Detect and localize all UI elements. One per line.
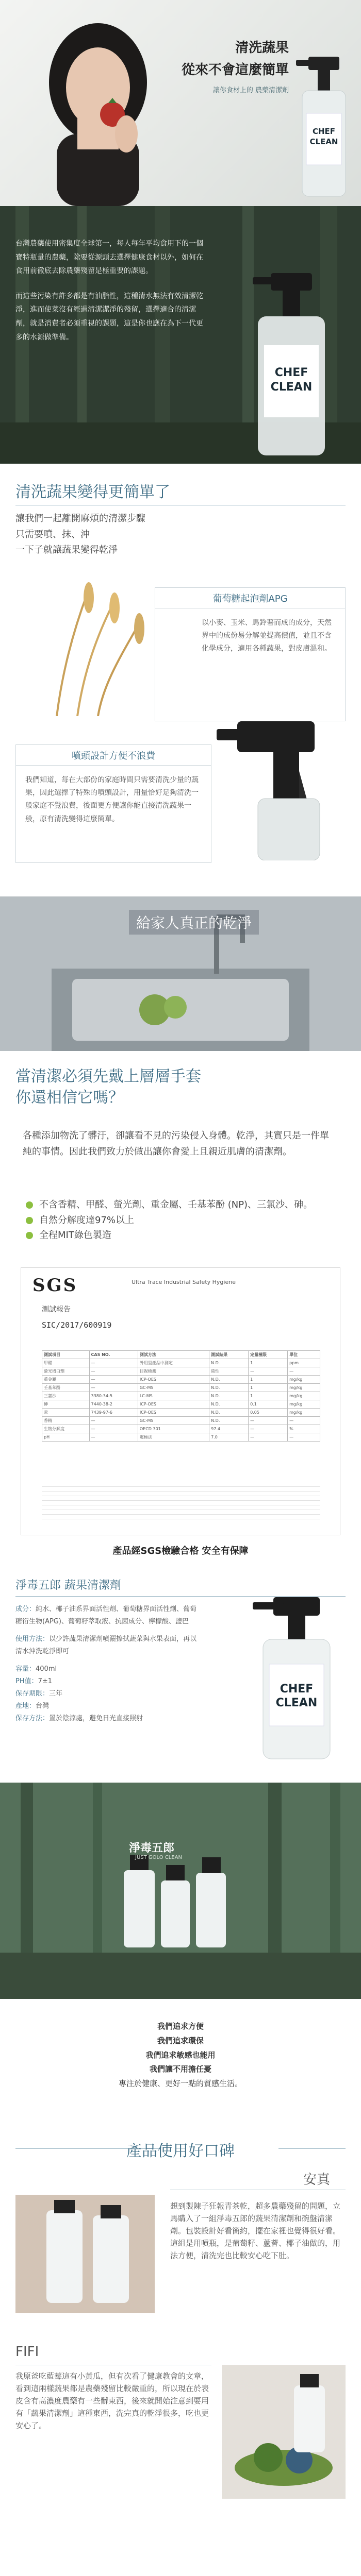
report-table-body — [42, 1359, 320, 1442]
svg-text:CLEAN: CLEAN — [275, 1697, 318, 1709]
column-header: 測試項目 — [42, 1351, 90, 1359]
table-cell: 螢光增白劑 — [42, 1367, 90, 1376]
pledge-line: 我們追求環保 — [157, 2036, 204, 2045]
table-cell: 外用型產品中測定 — [138, 1359, 209, 1367]
table-cell: — — [288, 1367, 320, 1376]
table-cell: ppm — [288, 1359, 320, 1367]
table-cell: 香精 — [42, 1417, 90, 1425]
table-cell: mg/kg — [288, 1392, 320, 1400]
svg-text:CHEF: CHEF — [274, 366, 308, 379]
table-cell: 7439-97-6 — [89, 1409, 138, 1417]
table-cell: N.D. — [209, 1376, 249, 1384]
spec-capacity: 容量：400ml — [15, 1665, 57, 1673]
column-header: 測試方法 — [138, 1351, 209, 1359]
table-cell: N.D. — [209, 1392, 249, 1400]
table-cell: mg/kg — [288, 1400, 320, 1409]
table-cell: 7440-38-2 — [89, 1400, 138, 1409]
brand-pledge-section — [0, 1999, 361, 2138]
list-item — [26, 1197, 313, 1213]
product-title: 淨毒五郎 蔬果清潔劑 — [15, 1579, 121, 1592]
table-cell: 陰性 — [209, 1367, 249, 1376]
reviewer-name: FIFI — [15, 2344, 39, 2360]
brand-logo-subtitle: JUST GOLO CLEAN — [135, 1855, 182, 1860]
table-cell: 1 — [249, 1376, 288, 1384]
spec-usage: 使用方法：以少許蔬果清潔劑噴灑擦拭蔬菜與水果表面，再以清水沖洗乾淨即可 — [15, 1635, 197, 1656]
table-cell: ICP-OES — [138, 1400, 209, 1409]
table-row — [42, 1400, 320, 1409]
table-cell: — — [89, 1359, 138, 1367]
hero-title-line2: 從來不會這麼簡單 — [181, 62, 289, 78]
table-row — [42, 1425, 320, 1433]
divider — [15, 1596, 346, 1597]
reviewer-photo — [15, 2195, 155, 2313]
table-cell: mg/kg — [288, 1376, 320, 1384]
table-cell: — — [249, 1433, 288, 1442]
table-row — [42, 1392, 320, 1400]
table-cell: OECD 301 — [138, 1425, 209, 1433]
intro-line-2: 只需要噴、抹、沖 — [15, 529, 90, 540]
column-header: 單位 — [288, 1351, 320, 1359]
report-number: SIC/2017/600919 — [42, 1320, 112, 1330]
reviewer-name: 安真 — [303, 2172, 330, 2188]
svg-text:CHEF: CHEF — [312, 127, 336, 136]
svg-text:CHEF: CHEF — [280, 1683, 314, 1696]
review-text: 我原爸吃藍莓這有小黃瓜，但有次看了健康教會的文章，看到這兩樣蔬果都是農藥殘留比較嚴重的，所以現在於表皮含有高濃度農藥有一些髒東西，後來就開始注意到要用有「蔬果清潔劑」這種東西，洗完真的乾淨很多，吃也更安心了。 — [15, 2371, 209, 2430]
table-cell: 0.05 — [249, 1409, 288, 1417]
spray-bottle-image — [293, 52, 355, 201]
svg-text:CLEAN: CLEAN — [270, 381, 313, 394]
bullet-dot-icon — [26, 1232, 33, 1239]
apg-card-title: 葡萄糖起泡劑APG — [155, 588, 345, 608]
table-header-row — [42, 1351, 320, 1359]
table-cell: 砷 — [42, 1400, 90, 1409]
table-cell: — — [89, 1384, 138, 1392]
review-text: 想到製陳子狂報青茶乾，超多農藥殘留的問題，立馬購入了一組淨毒五郎的蔬果清潔劑和碗盤清潔劑。包裝設計好看簡約，擺在家裡也覺得很好看。這組是用噴瓶，是葡萄籽、蘆薈、椰子油做的，用法方便，清洗完也比較安心吃下肚。 — [170, 2201, 341, 2260]
list-item — [26, 1228, 313, 1243]
spec-origin: 產地：台灣 — [15, 1702, 50, 1710]
table-cell: GC-MS — [138, 1384, 209, 1392]
easy-intro — [15, 511, 145, 558]
table-cell: N.D. — [209, 1409, 249, 1417]
table-cell: 1 — [249, 1384, 288, 1392]
column-header: CAS NO. — [89, 1351, 138, 1359]
gloves-heading-line1: 當清潔必須先戴上層層手套 — [15, 1067, 201, 1086]
column-header: 測試結果 — [209, 1351, 249, 1359]
table-cell: 電極法 — [138, 1433, 209, 1442]
table-cell: 0.1 — [249, 1400, 288, 1409]
hero-banner — [0, 0, 361, 206]
reviews-heading: 產品使用好口碑 — [126, 2142, 235, 2160]
report-footnotes — [42, 1484, 320, 1521]
gloves-description: 各種添加物洗了髒汙，卻讓看不見的污染侵入身體。乾淨，其實只是一件單純的事情。因此我們致力於做出讓你會愛上且親近肌膚的清潔劑。 — [23, 1130, 329, 1157]
table-cell: 1 — [249, 1392, 288, 1400]
family-photo-section — [0, 1783, 361, 1999]
hero-subtitle: 讓你食材上的 農藥清潔劑 — [212, 87, 289, 94]
report-meta — [42, 1319, 320, 1331]
bullet-dot-icon — [26, 1201, 33, 1209]
table-cell: mg/kg — [288, 1384, 320, 1392]
pledge-lines — [0, 2020, 361, 2091]
sgs-report-section — [0, 1257, 361, 1566]
reviews-section — [0, 2138, 361, 2576]
report-table — [42, 1350, 320, 1442]
column-header: 定量極限 — [249, 1351, 288, 1359]
product-spec-section — [0, 1566, 361, 1783]
reviewer-photo — [222, 2365, 346, 2499]
lab-name: Ultra Trace Industrial Safety Hygiene — [132, 1279, 236, 1285]
table-row — [42, 1433, 320, 1442]
kitchen-caption: 給家人真正的乾淨 — [129, 910, 259, 935]
table-row — [42, 1367, 320, 1376]
table-cell: ICP-OES — [138, 1409, 209, 1417]
spec-ph: PH值：7±1 — [15, 1677, 53, 1686]
brand-logo: 淨毒五郎 — [129, 1842, 175, 1855]
svg-text:CLEAN: CLEAN — [309, 137, 338, 146]
feature-bullet-list — [26, 1197, 313, 1243]
table-cell: — — [89, 1417, 138, 1425]
table-cell: 7.0 — [209, 1433, 249, 1442]
table-cell: N.D. — [209, 1400, 249, 1409]
hero-title-line1: 清洗蔬果 — [235, 40, 289, 56]
list-item — [26, 1213, 313, 1228]
forest-paragraph-1: 台灣農藥使用密集度全球第一，每人每年平均食用下的一個寶特瓶量的農藥，除要從源頭去選擇健康食材以外，如何在食用前徹底去除農藥殘留是極重要的課題。 — [15, 240, 203, 276]
spray-card-title: 噴頭設計方便不浪費 — [16, 745, 211, 766]
table-cell: 97.4 — [209, 1425, 249, 1433]
table-row — [42, 1409, 320, 1417]
woman-eating-tomato-photo — [21, 5, 175, 206]
table-cell: 壬基苯酚 — [42, 1384, 90, 1392]
sgs-pass-banner: 產品經SGS檢驗合格 安全有保障 — [112, 1546, 249, 1556]
divider — [278, 2148, 346, 2149]
spray-feature-card — [15, 744, 211, 863]
table-cell: — — [249, 1425, 288, 1433]
table-cell: — — [249, 1417, 288, 1425]
spec-storage: 保存方法：置於陰涼處，避免日光直接照射 — [15, 1715, 143, 1723]
table-cell: LC-MS — [138, 1392, 209, 1400]
table-cell: N.D. — [209, 1417, 249, 1425]
table-cell: N.D. — [209, 1384, 249, 1392]
table-cell: — — [89, 1433, 138, 1442]
intro-line-3: 一下子就讓蔬果變得乾淨 — [15, 545, 118, 556]
table-cell: — — [288, 1433, 320, 1442]
table-cell: 3380-34-5 — [89, 1392, 138, 1400]
table-cell: % — [288, 1425, 320, 1433]
table-cell: 生物分解度 — [42, 1425, 90, 1433]
table-row — [42, 1417, 320, 1425]
forest-spray-bottle-image — [242, 273, 340, 459]
spec-list — [15, 1603, 201, 1725]
bullet-text: 不含香精、甲醛、螢光劑、重金屬、壬基苯酚 (NP)、三氯沙、砷。 — [39, 1199, 313, 1210]
bullet-text: 全程MIT綠色製造 — [39, 1230, 111, 1241]
forest-story-section — [0, 206, 361, 464]
forest-paragraph-2: 而這些污染有許多都是有油脂性，這種清水無法有效清潔乾淨，進而使菜沒有經過清潔潔淨的殘留，選擇適合的清潔劑，就是消費者必須重視的課題，這是你也應在為下一代更多的水源做準備。 — [15, 292, 203, 342]
kitchen-photo — [0, 896, 361, 1051]
sgs-logo: SGS — [32, 1275, 78, 1296]
table-cell: — — [249, 1367, 288, 1376]
table-cell: ICP-OES — [138, 1376, 209, 1384]
apg-card-body: 以小麥、玉米、馬鈴薯而成的成分，天然界中的成份易分解並提高價值，並且不含化學成分，適用各種蔬果，對皮膚溫和。 — [202, 619, 332, 653]
spray-card-body: 我們知道，每在大部份的家庭時間只需要清洗少量的蔬果，因此選擇了特殊的噴頭設計，用量恰好足夠清洗一般家庭不覺浪費，後面更方便讓你能直接清洗蔬果一般，原有清洗變得這麼簡單。 — [25, 776, 199, 823]
easy-cleaning-section — [0, 464, 361, 1051]
hero-title — [182, 37, 289, 94]
spec-shelf-life: 保存期限：三年 — [15, 1690, 63, 1698]
table-cell: mg/kg — [288, 1409, 320, 1417]
table-cell: — — [89, 1425, 138, 1433]
pledge-line: 我們追求方便 — [157, 2022, 204, 2031]
table-cell: 三氯沙 — [42, 1392, 90, 1400]
table-cell: pH — [42, 1433, 90, 1442]
wheat-image — [15, 582, 170, 716]
table-row — [42, 1359, 320, 1367]
report-title: 測試報告 — [42, 1306, 71, 1314]
intro-line-1: 讓我們一起離開麻煩的清潔步驟 — [15, 513, 145, 524]
table-cell: N.D. — [209, 1359, 249, 1367]
bullet-text: 自然分解度達97%以上 — [39, 1214, 135, 1226]
apg-feature-card — [155, 587, 346, 721]
gloves-heading — [15, 1066, 201, 1108]
gloves-section — [0, 1051, 361, 1257]
bullet-dot-icon — [26, 1217, 33, 1224]
table-cell: 汞 — [42, 1409, 90, 1417]
table-cell: 目視檢測 — [138, 1367, 209, 1376]
table-cell: 甲醛 — [42, 1359, 90, 1367]
gloves-heading-line2: 你還相信它嗎？ — [15, 1088, 124, 1107]
table-cell: 1 — [249, 1359, 288, 1367]
pledge-line: 我們追求敏感也能用 — [145, 2050, 216, 2060]
table-row — [42, 1376, 320, 1384]
forest-products-illustration — [0, 1783, 361, 1999]
product-bottle-image — [242, 1597, 346, 1762]
table-cell: — — [89, 1376, 138, 1384]
spray-head-image — [217, 706, 340, 860]
table-cell: — — [288, 1417, 320, 1425]
easy-heading: 清洗蔬果變得更簡單了 — [15, 483, 170, 501]
pledge-line: 專注於健康、更好一點的質感生活。 — [118, 2079, 242, 2088]
pledge-line: 我們讓不用擔任憂 — [149, 2064, 211, 2074]
table-cell: 重金屬 — [42, 1376, 90, 1384]
spec-ingredients: 成分：純水、椰子油系界面活性劑、葡萄糖界面活性劑、葡萄糖衍生物(APG)、葡萄籽萃取液、抗菌成分、檸檬酸、鹽巴 — [15, 1605, 197, 1626]
forest-text — [15, 237, 206, 344]
table-cell: — — [89, 1367, 138, 1376]
table-cell: GC-MS — [138, 1417, 209, 1425]
sgs-test-report — [21, 1267, 340, 1535]
table-row — [42, 1384, 320, 1392]
